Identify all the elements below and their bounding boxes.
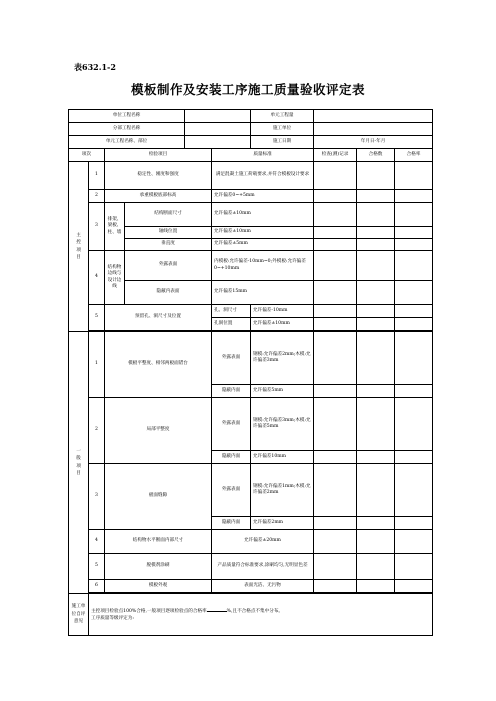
quality-standard: 允许偏差±5mm xyxy=(212,239,314,251)
self-assessment-text[interactable] xyxy=(89,594,433,636)
col-header-quality-std: 质量标准 xyxy=(212,149,314,162)
check-item-group: 预留孔、洞尺寸及位置 xyxy=(105,305,212,331)
check-item: 稳定性、刚度和强度 xyxy=(105,162,212,190)
unit-work-name-label: 单元工程名称、部位 xyxy=(69,136,185,149)
record-cell[interactable] xyxy=(314,517,357,530)
record-cell[interactable] xyxy=(314,239,357,251)
qualified-count-cell[interactable] xyxy=(357,318,395,331)
unit-work-qty-label: 单元工程量 xyxy=(251,110,314,123)
table-row xyxy=(69,305,433,318)
quality-standard: 允许偏差5mm xyxy=(251,385,314,398)
contractor-value[interactable] xyxy=(314,123,433,136)
check-item: 板面缝隙 xyxy=(105,464,212,530)
unit-project-name-value[interactable] xyxy=(185,110,251,123)
record-cell[interactable] xyxy=(314,162,357,190)
item-number: 6 xyxy=(89,580,105,593)
check-item: 轴线位置 xyxy=(125,227,212,239)
record-cell[interactable] xyxy=(314,464,357,517)
pass-rate-cell[interactable] xyxy=(395,554,433,580)
item-number: 4 xyxy=(89,530,105,554)
quality-standard: 内模板:允许偏差-10mm~0;外模板:允许偏差0~+10mm xyxy=(212,251,314,281)
quality-standard: 钢模:允许偏差2mm;木模:允许偏差3mm xyxy=(251,332,314,385)
qualified-count-cell[interactable] xyxy=(357,451,395,464)
pass-rate-cell[interactable] xyxy=(395,281,433,305)
record-cell[interactable] xyxy=(314,251,357,281)
table-row xyxy=(69,251,433,281)
pass-rate-cell[interactable] xyxy=(395,332,433,385)
record-cell[interactable] xyxy=(314,451,357,464)
quality-standard: 允许偏差2mm xyxy=(251,517,314,530)
quality-standard: 允许偏差0~+5mm xyxy=(212,190,314,203)
sub-project-name-value[interactable] xyxy=(185,123,251,136)
unit-work-qty-value[interactable] xyxy=(314,110,433,123)
check-item-group: 排架、梁板、柱、墙 xyxy=(105,203,125,251)
item-number: 2 xyxy=(89,398,105,464)
item-number: 1 xyxy=(89,162,105,190)
pass-rate-cell[interactable] xyxy=(395,580,433,593)
record-cell[interactable] xyxy=(314,385,357,398)
record-cell[interactable] xyxy=(314,203,357,227)
self-assessment-row xyxy=(69,594,433,636)
quality-standard: 允许偏差10mm xyxy=(251,451,314,464)
table-row xyxy=(69,398,433,451)
qualified-count-cell[interactable] xyxy=(357,554,395,580)
unit-work-name-value[interactable] xyxy=(185,136,251,149)
pass-rate-cell[interactable] xyxy=(395,162,433,190)
qualified-count-cell[interactable] xyxy=(357,203,395,227)
check-item: 外露表面 xyxy=(212,332,251,385)
sub-project-name-label: 分部工程名称 xyxy=(69,123,185,136)
table-row xyxy=(69,332,433,385)
check-item: 隐蔽内表面 xyxy=(125,281,212,305)
qualified-count-cell[interactable] xyxy=(357,580,395,593)
quality-standard: 允许偏差-10mm xyxy=(251,305,314,318)
check-item: 脱模剂涂刷 xyxy=(105,554,212,580)
pass-rate-cell[interactable] xyxy=(395,251,433,281)
item-number: 2 xyxy=(89,190,105,203)
check-item: 隐蔽内面 xyxy=(212,517,251,530)
quality-standard: 允许偏差±10mm xyxy=(212,203,314,227)
check-item: 结构断面尺寸 xyxy=(125,203,212,227)
quality-standard: 钢模:允许偏差1mm;木模:允许偏差2mm xyxy=(251,464,314,517)
qualified-count-cell[interactable] xyxy=(357,332,395,385)
col-header-qualified-count: 合格数 xyxy=(357,149,395,162)
quality-standard: 允许偏差±20mm xyxy=(212,530,314,554)
pass-rate-cell[interactable] xyxy=(395,239,433,251)
form-title: 模板制作及安装工序施工质量验收评定表 xyxy=(130,82,365,97)
contractor-label: 施工单位 xyxy=(251,123,314,136)
unit-project-name-label: 单位工程名称 xyxy=(69,110,185,123)
pass-rate-cell[interactable] xyxy=(395,385,433,398)
record-cell[interactable] xyxy=(314,530,357,554)
check-item: 局部平整度 xyxy=(105,398,212,464)
record-cell[interactable] xyxy=(314,398,357,451)
record-cell[interactable] xyxy=(314,190,357,203)
quality-standard: 满足混凝土施工荷载要求,并符合模板设计要求 xyxy=(212,162,314,190)
qualified-count-cell[interactable] xyxy=(357,251,395,281)
col-header-check-item: 检验项目 xyxy=(105,149,212,162)
self-assessment-label: 施工单位自评意见 xyxy=(69,594,89,636)
qualified-count-cell[interactable] xyxy=(357,398,395,451)
check-item: 承重模板底部标高 xyxy=(105,190,212,203)
pass-rate-statement-end: %,且不合格点不集中分布。 xyxy=(226,608,284,614)
check-item: 模板平整度、相邻两板面错台 xyxy=(105,332,212,398)
check-item: 外露表面 xyxy=(212,464,251,517)
record-cell[interactable] xyxy=(314,580,357,593)
form-code: 表632.1-2 xyxy=(74,62,116,72)
check-item: 外露表面 xyxy=(125,251,212,281)
qualified-count-cell[interactable] xyxy=(357,517,395,530)
record-cell[interactable] xyxy=(314,281,357,305)
table-row xyxy=(69,530,433,554)
record-cell[interactable] xyxy=(314,305,357,318)
qualified-count-cell[interactable] xyxy=(357,464,395,517)
item-number: 5 xyxy=(89,554,105,580)
general-items-label: 一 般 项 目 xyxy=(69,332,89,594)
grade-statement: 工序质量等级评定为: xyxy=(91,616,134,621)
check-item: 孔、洞尺寸 xyxy=(212,305,251,318)
table-row xyxy=(69,190,433,203)
qualified-count-cell[interactable] xyxy=(357,385,395,398)
quality-standard: 钢模:允许偏差3mm;木模:允许偏差5mm xyxy=(251,398,314,451)
check-item: 外露表面 xyxy=(212,398,251,451)
column-header-row xyxy=(69,149,433,162)
item-number: 3 xyxy=(89,464,105,530)
pass-rate-cell[interactable] xyxy=(395,318,433,331)
info-row-3 xyxy=(69,136,433,149)
construction-date-value: 年月日-年月 xyxy=(314,136,433,149)
quality-standard: 允许偏差15mm xyxy=(212,281,314,305)
check-item: 隐蔽内面 xyxy=(212,451,251,464)
col-header-pass-rate: 合格率 xyxy=(395,149,433,162)
check-item: 模板外观 xyxy=(105,580,212,593)
qualified-count-cell[interactable] xyxy=(357,190,395,203)
pass-rate-cell[interactable] xyxy=(395,398,433,451)
info-row-1 xyxy=(69,110,433,123)
pass-rate-cell[interactable] xyxy=(395,227,433,239)
table-row xyxy=(69,464,433,517)
pass-rate-cell[interactable] xyxy=(395,517,433,530)
pass-rate-cell[interactable] xyxy=(395,530,433,554)
info-row-2 xyxy=(69,123,433,136)
quality-standard: 允许偏差±10mm xyxy=(251,318,314,331)
record-cell[interactable] xyxy=(314,332,357,385)
item-number: 4 xyxy=(89,251,105,305)
pass-rate-blank[interactable] xyxy=(207,607,227,612)
quality-standard: 允许偏差±10mm xyxy=(212,227,314,239)
item-number: 5 xyxy=(89,305,105,331)
col-header-record: 检查(测)记录 xyxy=(314,149,357,162)
check-item: 孔洞位置 xyxy=(212,318,251,331)
qualified-count-cell[interactable] xyxy=(357,227,395,239)
record-cell[interactable] xyxy=(314,227,357,239)
qualified-count-cell[interactable] xyxy=(357,162,395,190)
qualified-count-cell[interactable] xyxy=(357,530,395,554)
quality-standard: 产品质量符合标准要求,涂刷均匀,无明显色差 xyxy=(212,554,314,580)
table-row xyxy=(69,580,433,593)
record-cell[interactable] xyxy=(314,318,357,331)
item-number: 1 xyxy=(89,332,105,398)
evaluation-table xyxy=(68,109,433,636)
quality-standard: 表面光洁、无污物 xyxy=(212,580,314,593)
item-number: 3 xyxy=(89,203,105,251)
check-item: 隐蔽内面 xyxy=(212,385,251,398)
record-cell[interactable] xyxy=(314,554,357,580)
table-row xyxy=(69,203,433,227)
check-item: 结构物水平断面内部尺寸 xyxy=(105,530,212,554)
pass-rate-cell[interactable] xyxy=(395,203,433,227)
table-row xyxy=(69,554,433,580)
check-item: 垂直度 xyxy=(125,239,212,251)
qualified-count-cell[interactable] xyxy=(357,281,395,305)
main-items-label: 主 控 项 目 xyxy=(69,162,89,332)
col-header-item-type: 项次 xyxy=(69,149,105,162)
table-row xyxy=(69,162,433,190)
pass-rate-cell[interactable] xyxy=(395,190,433,203)
qualified-count-cell[interactable] xyxy=(357,239,395,251)
pass-rate-cell[interactable] xyxy=(395,451,433,464)
qualified-count-cell[interactable] xyxy=(357,305,395,318)
pass-rate-cell[interactable] xyxy=(395,464,433,517)
construction-date-label: 施工日期 xyxy=(251,136,314,149)
pass-rate-statement: 主控项目检验点100%合格,一般项目逐项检验点的合格率 xyxy=(91,608,207,614)
pass-rate-cell[interactable] xyxy=(395,305,433,318)
check-item-group: 结构物边线与设计边线 xyxy=(105,251,125,305)
